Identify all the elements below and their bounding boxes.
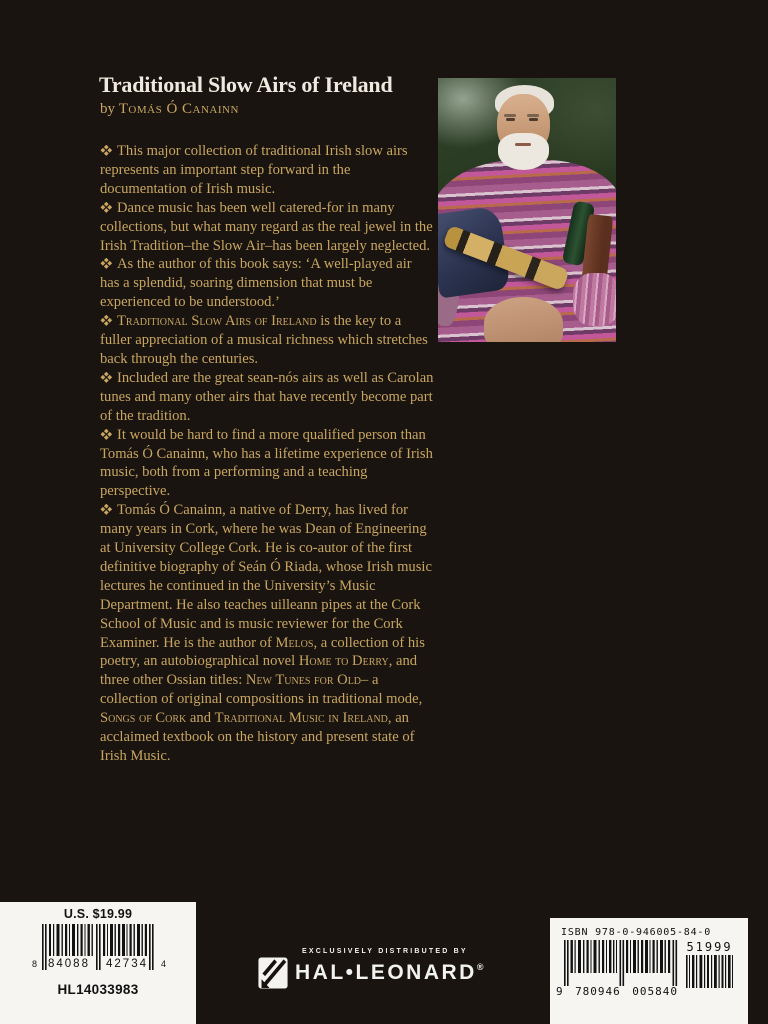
paragraph-text: Traditional Slow Airs of Ireland xyxy=(117,313,317,330)
paragraph-text: Traditional Music in Ireland xyxy=(214,710,388,727)
price-barcode-label xyxy=(0,902,196,1024)
addon-barcode-bars xyxy=(686,955,733,988)
ean-barcode xyxy=(556,940,678,998)
celtic-knot-ornament-icon xyxy=(100,429,113,440)
ean-lead-digit: 9 xyxy=(556,985,564,998)
paragraph xyxy=(100,199,434,256)
upc-group1: 84088 xyxy=(48,958,90,970)
ean-group1: 780946 xyxy=(575,985,621,998)
price-text: U.S. $19.99 xyxy=(63,907,133,921)
registered-mark: ® xyxy=(476,962,484,972)
paragraph-text: Melos xyxy=(275,634,314,651)
paragraph xyxy=(100,426,434,502)
ean-group2: 005840 xyxy=(632,985,678,998)
celtic-knot-ornament-icon xyxy=(100,258,113,269)
paragraph-text: – a collection of original compositions in traditional mode, xyxy=(100,672,423,708)
celtic-knot-ornament-icon xyxy=(100,145,113,156)
upc-group2: 42734 xyxy=(106,958,148,970)
paragraph-text: Songs of Cork xyxy=(100,710,187,727)
photo-hand xyxy=(484,297,562,342)
addon-barcode xyxy=(686,940,733,988)
paragraph-text: and xyxy=(186,710,215,727)
paragraph-text: , an acclaimed textbook on the history and present state of Irish Music. xyxy=(100,710,415,764)
isbn-text: ISBN 978-0-946005-84-0 xyxy=(561,927,712,938)
distributor-logo-row xyxy=(258,957,510,989)
distributor-brand xyxy=(295,961,483,985)
paragraph-text: Home to Derry xyxy=(298,653,389,670)
paragraph-text: Tomás Ó Canainn, a native of Derry, has lived for many years in Cork, where he was Dean of Engineering at University College Cork. He is co-autor of the first definitive biography of Seán Ó Riada, whose Irish music lectures he continued in the University’s Music Department. He also teaches uilleann pipes at the Cork School of Music and is music reviewer for the Cork Examiner. He is the author of xyxy=(100,502,432,651)
upc-digits xyxy=(48,958,148,970)
upc-barcode xyxy=(32,924,166,970)
photo-mouth xyxy=(515,143,531,146)
author-name: Tomás Ó Canainn xyxy=(118,101,239,117)
paragraph-text: It would be hard to find a more qualified person than Tomás Ó Canainn, who has a lifetime experience of Irish music, both from a performing and a teaching perspective. xyxy=(100,426,433,500)
photo-eyebrow xyxy=(527,114,539,117)
paragraph xyxy=(100,142,434,199)
paragraph-text: As the author of this book says: ‘A well-played air has a splendid, soaring dimension that must be experienced to be understood.’ xyxy=(100,256,412,311)
upc-lead-digit: 8 xyxy=(32,959,38,969)
paragraph-text: is the key to a fuller appreciation of a musical richness which stretches back through the centuries. xyxy=(100,313,428,367)
upc-check-digit: 4 xyxy=(160,959,166,969)
addon-number: 51999 xyxy=(686,940,733,954)
ean-barcode-bars xyxy=(564,940,678,986)
paragraph-text: Included are the great sean-nós airs as well as Carolan tunes and many other airs that have recently become part of the tradition. xyxy=(100,369,434,424)
isbn-barcode-label xyxy=(550,918,748,1024)
celtic-knot-ornament-icon xyxy=(100,372,113,383)
ean-barcode-group xyxy=(556,940,748,998)
paragraph xyxy=(100,312,434,369)
brand-text: HAL•LEONARD xyxy=(295,961,477,984)
paragraph xyxy=(100,255,434,312)
ean-digits xyxy=(556,985,678,998)
photo-sweater-cuff xyxy=(573,273,616,326)
author-photo xyxy=(438,78,616,342)
byline xyxy=(100,101,239,118)
photo-eye xyxy=(506,118,515,120)
celtic-knot-ornament-icon xyxy=(100,202,113,213)
byline-prefix: by xyxy=(100,101,119,117)
blurb-text xyxy=(100,142,434,766)
paragraph-text: , a collection of his poetry, an autobiographical novel xyxy=(100,634,425,670)
paragraph xyxy=(100,369,434,426)
paragraph xyxy=(100,501,434,766)
photo-eyebrow xyxy=(504,114,516,117)
celtic-knot-ornament-icon xyxy=(100,504,113,515)
distributor-block xyxy=(258,948,510,989)
celtic-knot-ornament-icon xyxy=(100,315,113,326)
paragraph-text: Dance music has been well catered-for in many collections, but what many regard as the real jewel in the Irish Tradition–the Slow Air–has been largely neglected. xyxy=(100,199,433,254)
book-title: Traditional Slow Airs of Ireland xyxy=(99,72,393,97)
distributor-tagline: EXCLUSIVELY DISTRIBUTED BY xyxy=(302,948,468,955)
paragraph-text: New Tunes for Old xyxy=(245,672,362,689)
photo-eye xyxy=(529,118,538,120)
hal-leonard-logo-icon xyxy=(258,957,288,989)
catalog-number: HL14033983 xyxy=(57,982,139,997)
paragraph-text: , and three other Ossian titles: xyxy=(100,653,418,689)
paragraph-text: This major collection of traditional Irish slow airs represents an important step forward in the documentation of Irish music. xyxy=(100,143,408,197)
